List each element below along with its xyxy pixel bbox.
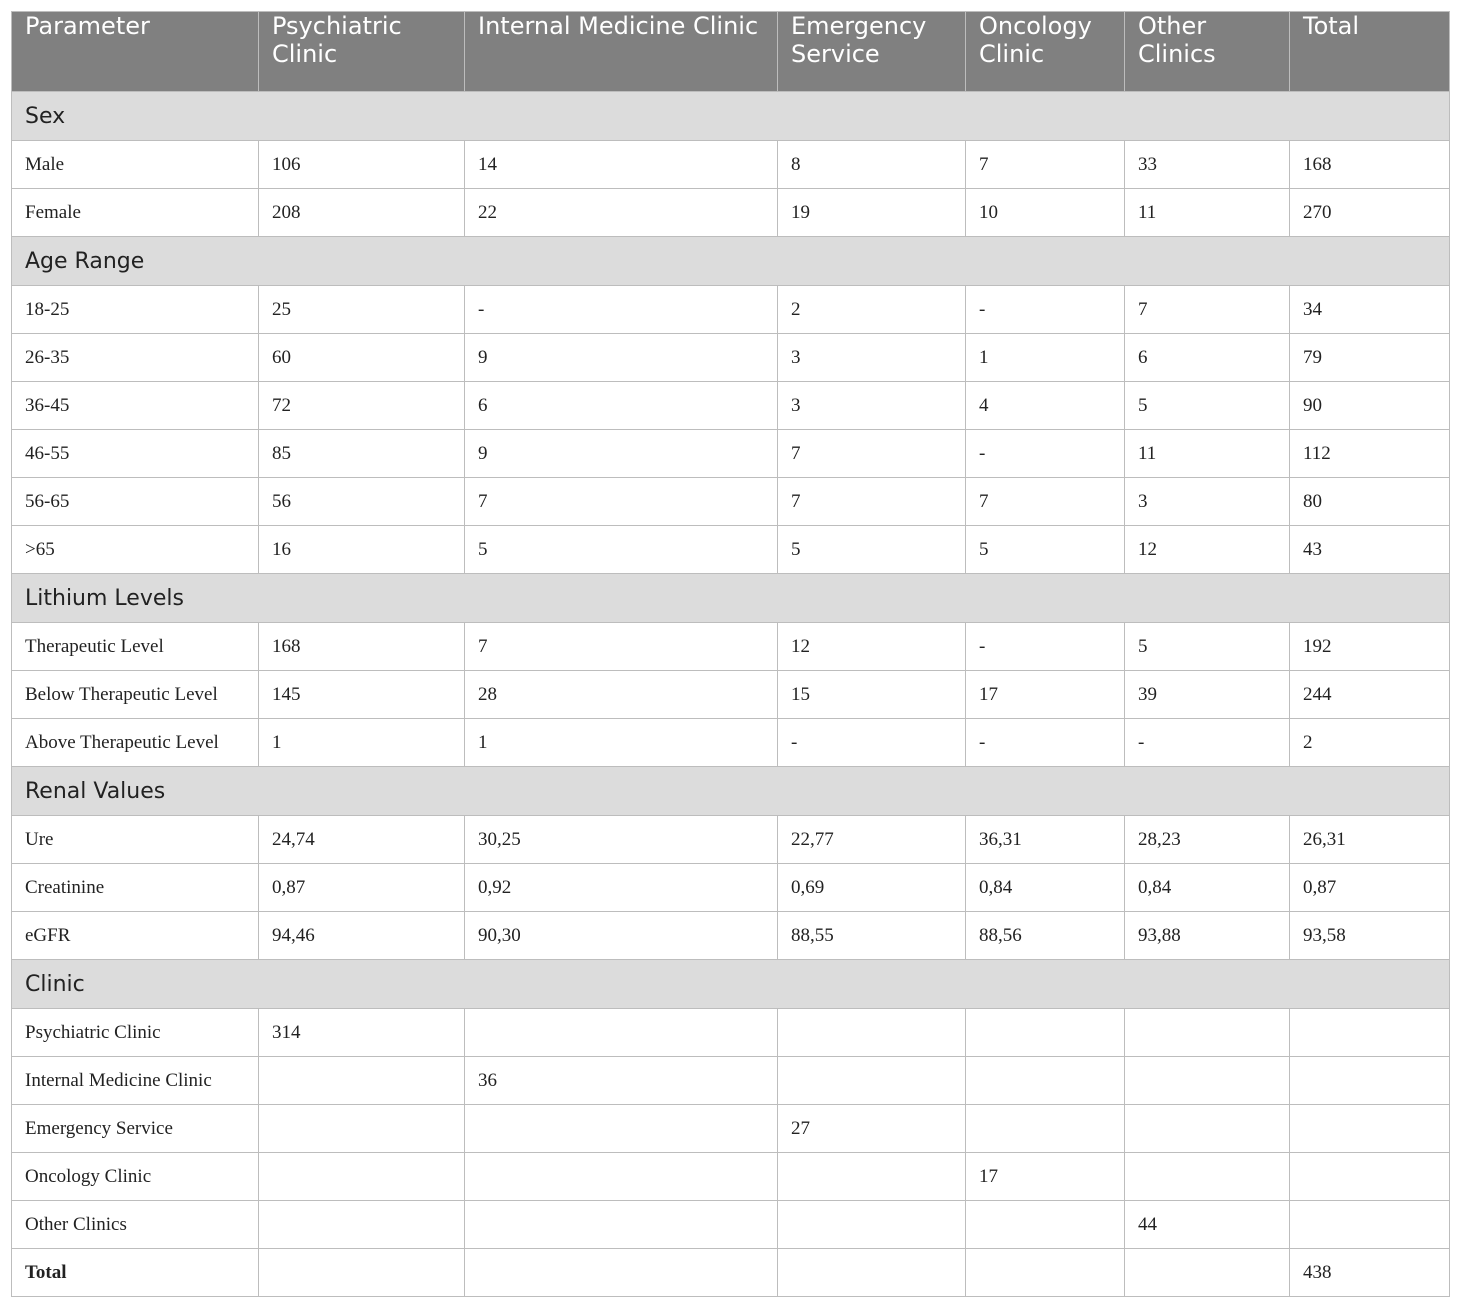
table-cell: 93,88 [1125, 912, 1290, 960]
table-cell: 36,31 [966, 816, 1125, 864]
section-title: Age Range [12, 237, 1450, 286]
table-cell: 168 [259, 623, 465, 671]
table-cell [778, 1249, 966, 1297]
column-header: Psychiatric Clinic [259, 12, 465, 92]
column-header: Parameter [12, 12, 259, 92]
table-row [12, 189, 1450, 237]
section-title: Lithium Levels [12, 574, 1450, 623]
table-cell: 17 [966, 671, 1125, 719]
table-cell [1290, 1009, 1450, 1057]
table-cell: 56 [259, 478, 465, 526]
section-row [12, 92, 1450, 141]
section-title: Clinic [12, 960, 1450, 1009]
table-cell: 5 [1125, 382, 1290, 430]
table-cell: 7 [465, 623, 778, 671]
row-label: 36-45 [12, 382, 259, 430]
table-cell: 28,23 [1125, 816, 1290, 864]
table-cell [778, 1057, 966, 1105]
table-cell: 2 [778, 286, 966, 334]
table-cell: 1 [465, 719, 778, 767]
table-cell [465, 1105, 778, 1153]
table-cell: 79 [1290, 334, 1450, 382]
table-cell [778, 1009, 966, 1057]
table-cell: 0,84 [966, 864, 1125, 912]
table-cell: 34 [1290, 286, 1450, 334]
table-cell [1125, 1249, 1290, 1297]
column-header: Emergency Service [778, 12, 966, 92]
section-row [12, 960, 1450, 1009]
table-row [12, 719, 1450, 767]
table-cell [465, 1153, 778, 1201]
row-label: 26-35 [12, 334, 259, 382]
table-row [12, 1249, 1450, 1297]
table-cell [465, 1201, 778, 1249]
row-label: Total [12, 1249, 259, 1297]
table-cell: 0,87 [1290, 864, 1450, 912]
table-cell: 85 [259, 430, 465, 478]
table-cell: 10 [966, 189, 1125, 237]
table-cell: 7 [1125, 286, 1290, 334]
table-cell: 24,74 [259, 816, 465, 864]
table-cell: 19 [778, 189, 966, 237]
table-cell: 60 [259, 334, 465, 382]
table-cell: - [966, 623, 1125, 671]
table-row [12, 1201, 1450, 1249]
row-label: Oncology Clinic [12, 1153, 259, 1201]
table-cell [778, 1201, 966, 1249]
table-cell: 244 [1290, 671, 1450, 719]
table-cell [966, 1009, 1125, 1057]
table-header [12, 12, 1450, 92]
table-cell [1125, 1057, 1290, 1105]
table-cell: 11 [1125, 189, 1290, 237]
table-cell: 3 [778, 382, 966, 430]
table-cell: 94,46 [259, 912, 465, 960]
table-cell: 270 [1290, 189, 1450, 237]
table-cell: 8 [778, 141, 966, 189]
row-label: Emergency Service [12, 1105, 259, 1153]
row-label: Therapeutic Level [12, 623, 259, 671]
table-cell: 12 [1125, 526, 1290, 574]
table-cell [259, 1201, 465, 1249]
table-cell [966, 1105, 1125, 1153]
column-header: Other Clinics [1125, 12, 1290, 92]
row-label: Below Therapeutic Level [12, 671, 259, 719]
section-row [12, 237, 1450, 286]
table-cell: 1 [259, 719, 465, 767]
row-label: Female [12, 189, 259, 237]
table-row [12, 623, 1450, 671]
row-label: Psychiatric Clinic [12, 1009, 259, 1057]
table-cell: 44 [1125, 1201, 1290, 1249]
row-label: 56-65 [12, 478, 259, 526]
table-cell: 17 [966, 1153, 1125, 1201]
table-cell [1290, 1105, 1450, 1153]
table-cell: 15 [778, 671, 966, 719]
table-cell [966, 1201, 1125, 1249]
table-cell: 0,87 [259, 864, 465, 912]
table-cell: 72 [259, 382, 465, 430]
table-cell: 5 [1125, 623, 1290, 671]
row-label: Above Therapeutic Level [12, 719, 259, 767]
table-cell [1125, 1153, 1290, 1201]
table-cell: 7 [778, 430, 966, 478]
table-cell: 192 [1290, 623, 1450, 671]
row-label: 18-25 [12, 286, 259, 334]
table-cell [1125, 1009, 1290, 1057]
table-row [12, 478, 1450, 526]
row-label: Other Clinics [12, 1201, 259, 1249]
table-cell: 438 [1290, 1249, 1450, 1297]
table-cell: 88,56 [966, 912, 1125, 960]
table-body [12, 92, 1450, 1297]
table-cell: 36 [465, 1057, 778, 1105]
table-row [12, 816, 1450, 864]
table-cell: 7 [465, 478, 778, 526]
table-cell: 145 [259, 671, 465, 719]
table-cell: - [966, 719, 1125, 767]
row-label: Internal Medicine Clinic [12, 1057, 259, 1105]
table-row [12, 1057, 1450, 1105]
table-cell: 168 [1290, 141, 1450, 189]
table-cell: 12 [778, 623, 966, 671]
table-cell: 5 [966, 526, 1125, 574]
table-cell: 93,58 [1290, 912, 1450, 960]
table-cell: 26,31 [1290, 816, 1450, 864]
table-cell: 4 [966, 382, 1125, 430]
table-cell: 6 [465, 382, 778, 430]
column-header: Oncology Clinic [966, 12, 1125, 92]
table-cell: 9 [465, 334, 778, 382]
table-cell: 11 [1125, 430, 1290, 478]
table-cell: - [778, 719, 966, 767]
table-cell: 39 [1125, 671, 1290, 719]
table-cell: 33 [1125, 141, 1290, 189]
table-cell: 7 [966, 478, 1125, 526]
table-cell [259, 1105, 465, 1153]
table-row [12, 334, 1450, 382]
table-cell: 88,55 [778, 912, 966, 960]
table-cell [778, 1153, 966, 1201]
table-cell [966, 1249, 1125, 1297]
table-row [12, 671, 1450, 719]
table-row [12, 286, 1450, 334]
table-cell: - [1125, 719, 1290, 767]
table-row [12, 141, 1450, 189]
table-cell [1125, 1105, 1290, 1153]
table-cell: 25 [259, 286, 465, 334]
table-cell [1290, 1153, 1450, 1201]
table-cell: - [966, 286, 1125, 334]
table-cell: 0,69 [778, 864, 966, 912]
table-cell: 28 [465, 671, 778, 719]
table-cell: 3 [1125, 478, 1290, 526]
table-cell: 314 [259, 1009, 465, 1057]
table-cell: 22 [465, 189, 778, 237]
table-cell: 5 [778, 526, 966, 574]
table-cell: 1 [966, 334, 1125, 382]
table-cell [259, 1057, 465, 1105]
table-cell: 0,84 [1125, 864, 1290, 912]
section-title: Renal Values [12, 767, 1450, 816]
table-cell [1290, 1201, 1450, 1249]
table-cell: 2 [1290, 719, 1450, 767]
table-cell: 106 [259, 141, 465, 189]
table-cell [465, 1009, 778, 1057]
row-label: eGFR [12, 912, 259, 960]
table-row [12, 1009, 1450, 1057]
section-title: Sex [12, 92, 1450, 141]
section-row [12, 767, 1450, 816]
table-cell: 0,92 [465, 864, 778, 912]
table-cell: 7 [778, 478, 966, 526]
table-cell [465, 1249, 778, 1297]
table-cell: 6 [1125, 334, 1290, 382]
table-cell: 90 [1290, 382, 1450, 430]
data-table [11, 11, 1450, 1297]
table-cell [966, 1057, 1125, 1105]
section-row [12, 574, 1450, 623]
table-row [12, 382, 1450, 430]
row-label: 46-55 [12, 430, 259, 478]
column-header: Total [1290, 12, 1450, 92]
table-cell: 80 [1290, 478, 1450, 526]
table-row [12, 430, 1450, 478]
table-cell: 14 [465, 141, 778, 189]
table-cell: 208 [259, 189, 465, 237]
table-row [12, 864, 1450, 912]
row-label: Male [12, 141, 259, 189]
row-label: >65 [12, 526, 259, 574]
table-cell: 90,30 [465, 912, 778, 960]
table-cell: - [966, 430, 1125, 478]
table-cell: 30,25 [465, 816, 778, 864]
table-cell: 5 [465, 526, 778, 574]
table-row [12, 526, 1450, 574]
header-row [12, 12, 1450, 92]
table-cell [259, 1249, 465, 1297]
table-row [12, 1153, 1450, 1201]
table-row [12, 1105, 1450, 1153]
row-label: Ure [12, 816, 259, 864]
table-cell [259, 1153, 465, 1201]
table-cell: 27 [778, 1105, 966, 1153]
table-cell: 43 [1290, 526, 1450, 574]
table-cell: 16 [259, 526, 465, 574]
table-row [12, 912, 1450, 960]
table-cell: 112 [1290, 430, 1450, 478]
row-label: Creatinine [12, 864, 259, 912]
table-cell: - [465, 286, 778, 334]
table-cell: 3 [778, 334, 966, 382]
table-cell: 9 [465, 430, 778, 478]
table-cell [1290, 1057, 1450, 1105]
table-cell: 22,77 [778, 816, 966, 864]
table-cell: 7 [966, 141, 1125, 189]
column-header: Internal Medicine Clinic [465, 12, 778, 92]
